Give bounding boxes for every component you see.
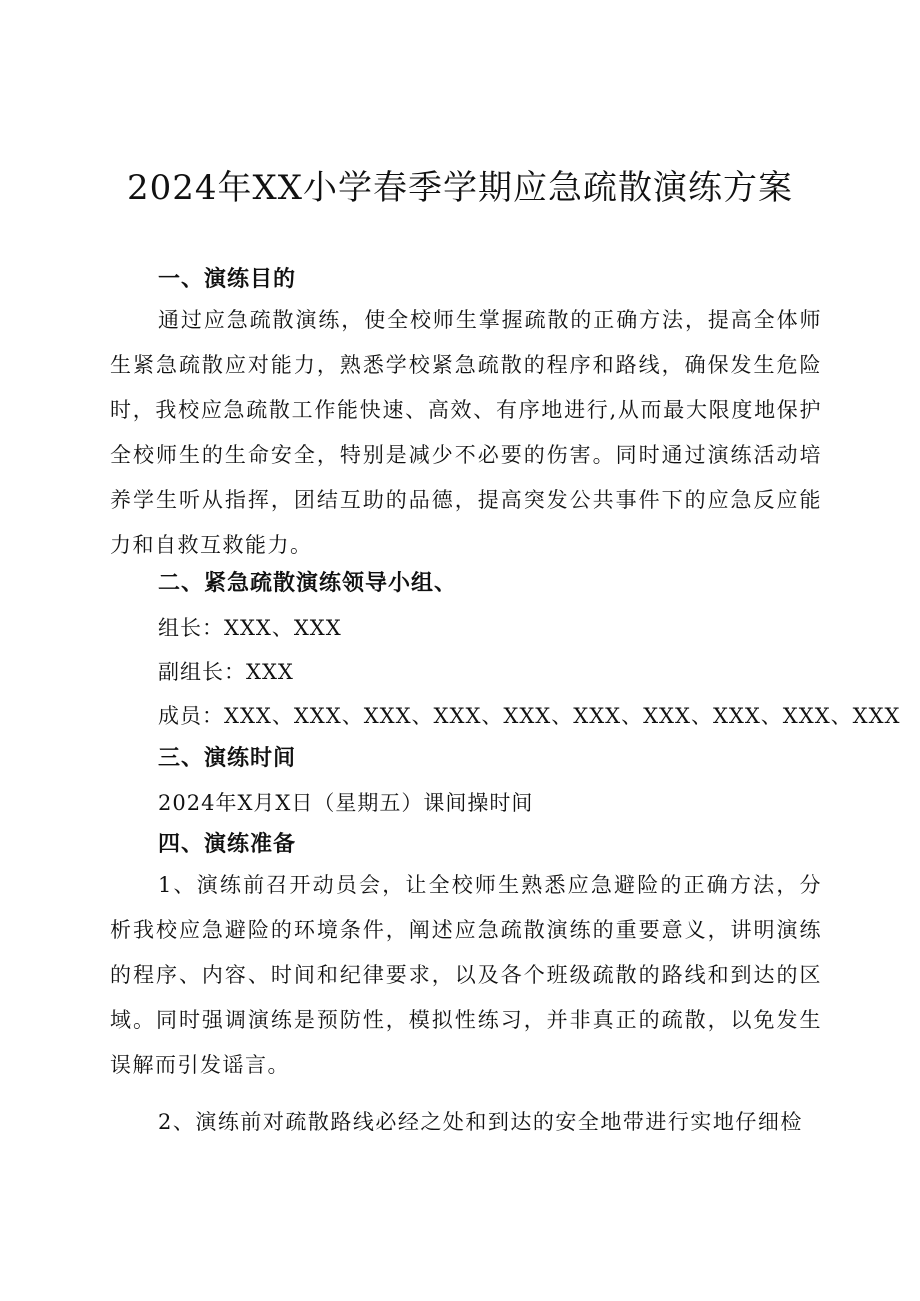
section-heading-preparation: 四、演练准备: [158, 832, 297, 857]
members-line: 成员：XXX、XXX、XXX、XXX、XXX、XXX、XXX、XXX、XXX、XXX: [158, 704, 901, 728]
document-title: 2024年XX小学春季学期应急疏散演练方案: [127, 168, 793, 208]
section-heading-time: 三、演练时间: [158, 746, 297, 771]
section-heading-leadership: 二、紧急疏散演练领导小组、: [158, 571, 458, 596]
drill-time-line: 2024年X月X日（星期五）课间操时间: [158, 791, 534, 815]
section-heading-purpose: 一、演练目的: [158, 267, 297, 292]
preparation-item-2: 2、演练前对疏散路线必经之处和到达的安全地带进行实地仔细检: [158, 1110, 803, 1134]
purpose-paragraph: 通过应急疏散演练，使全校师生掌握疏散的正确方法，提高全体师生紧急疏散应对能力，熟悉学校紧急疏散的程序和路线，确保发生危险时，我校应急疏散工作能快速、高效、有序地进行,从而最大限度地保护全校师生的生命安全，特别是减少不必要的伤害。同时通过演练活动培养学生听从指挥，团结互助的品德，提高突发公共事件下的应急反应能力和自救互救能力。: [110, 308, 822, 557]
deputy-leader-line: 副组长：XXX: [158, 660, 294, 684]
group-leader-line: 组长：XXX、XXX: [158, 616, 342, 640]
preparation-item-1: 1、演练前召开动员会，让全校师生熟悉应急避险的正确方法，分析我校应急避险的环境条件，阐述应急疏散演练的重要意义，讲明演练的程序、内容、时间和纪律要求，以及各个班级疏散的路线和到达的区域。同时强调演练是预防性，模拟性练习，并非真正的疏散，以免发生误解而引发谣言。: [110, 873, 822, 1077]
